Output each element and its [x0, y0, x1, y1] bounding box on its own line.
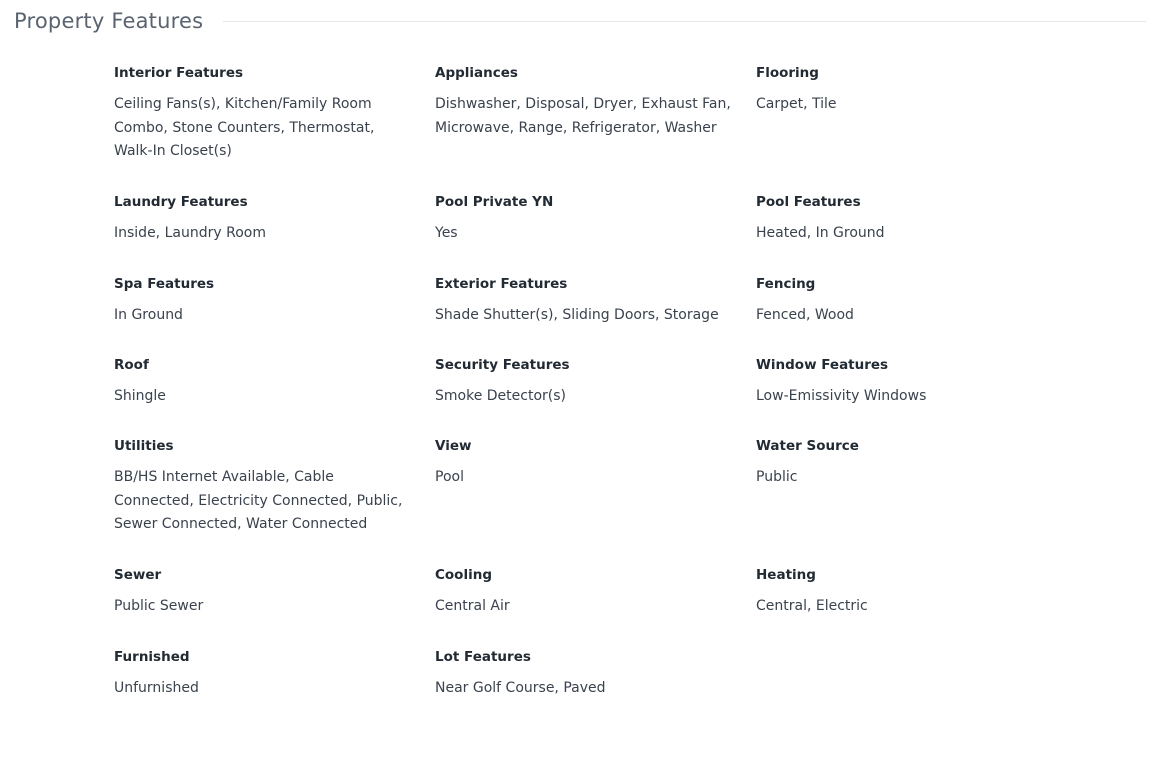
- feature-label: Roof: [114, 357, 149, 373]
- feature-label: Pool Private YN: [435, 194, 554, 210]
- feature-label: Laundry Features: [114, 194, 248, 210]
- feature-flooring: [756, 64, 1074, 193]
- section-divider: [223, 21, 1146, 22]
- feature-label: Appliances: [435, 65, 518, 81]
- feature-utilities: [114, 437, 435, 566]
- feature-label: Spa Features: [114, 276, 215, 292]
- feature-value: Fenced, Wood: [756, 307, 854, 323]
- feature-value: Smoke Detector(s): [435, 388, 566, 404]
- feature-interior-features: [114, 64, 435, 193]
- feature-value: In Ground: [114, 307, 183, 323]
- feature-value: Carpet, Tile: [756, 96, 837, 112]
- feature-label: Water Source: [756, 438, 859, 454]
- feature-value: Public Sewer: [114, 598, 204, 614]
- feature-window-features: [756, 356, 1074, 437]
- feature-pool-features: [756, 193, 1074, 275]
- feature-label: Pool Features: [756, 194, 861, 210]
- feature-heating: [756, 566, 1074, 648]
- feature-value: Central Air: [435, 598, 510, 614]
- feature-exterior-features: [435, 275, 756, 356]
- feature-cooling: [435, 566, 756, 648]
- feature-value: Heated, In Ground: [756, 225, 885, 241]
- feature-value: Near Golf Course, Paved: [435, 680, 606, 696]
- feature-value: Central, Electric: [756, 598, 868, 614]
- feature-label: Exterior Features: [435, 276, 568, 292]
- section-header: [14, 6, 1146, 36]
- feature-appliances: [435, 64, 756, 193]
- feature-label: View: [435, 438, 472, 454]
- feature-value: Inside, Laundry Room: [114, 225, 266, 241]
- feature-label: Sewer: [114, 567, 162, 583]
- feature-value: Public: [756, 469, 798, 485]
- feature-fencing: [756, 275, 1074, 356]
- feature-value: Ceiling Fans(s), Kitchen/Family Room Combo, Stone Counters, Thermostat, Walk-In Closet(s): [114, 96, 375, 159]
- feature-pool-private-yn: [435, 193, 756, 275]
- feature-value: Shingle: [114, 388, 166, 404]
- feature-label: Lot Features: [435, 649, 531, 665]
- feature-security-features: [435, 356, 756, 437]
- feature-value: Shade Shutter(s), Sliding Doors, Storage: [435, 307, 719, 323]
- feature-label: Utilities: [114, 438, 174, 454]
- feature-spa-features: [114, 275, 435, 356]
- features-grid: [114, 64, 1074, 730]
- feature-value: Pool: [435, 469, 464, 485]
- feature-water-source: [756, 437, 1074, 566]
- feature-sewer: [114, 566, 435, 648]
- feature-value: Dishwasher, Disposal, Dryer, Exhaust Fan, Microwave, Range, Refrigerator, Washer: [435, 96, 731, 136]
- feature-label: Cooling: [435, 567, 492, 583]
- feature-label: Furnished: [114, 649, 190, 665]
- section-title: Property Features: [14, 9, 204, 33]
- feature-lot-features: [435, 648, 756, 730]
- feature-label: Window Features: [756, 357, 889, 373]
- feature-view: [435, 437, 756, 566]
- feature-value: BB/HS Internet Available, Cable Connected, Electricity Connected, Public, Sewer Connected, Water Connected: [114, 469, 403, 532]
- feature-label: Interior Features: [114, 65, 244, 81]
- feature-furnished: [114, 648, 435, 730]
- feature-label: Security Features: [435, 357, 570, 373]
- feature-value: Low-Emissivity Windows: [756, 388, 927, 404]
- feature-value: Yes: [435, 225, 458, 241]
- feature-laundry-features: [114, 193, 435, 275]
- feature-label: Heating: [756, 567, 816, 583]
- feature-label: Flooring: [756, 65, 819, 81]
- feature-value: Unfurnished: [114, 680, 199, 696]
- feature-roof: [114, 356, 435, 437]
- feature-label: Fencing: [756, 276, 816, 292]
